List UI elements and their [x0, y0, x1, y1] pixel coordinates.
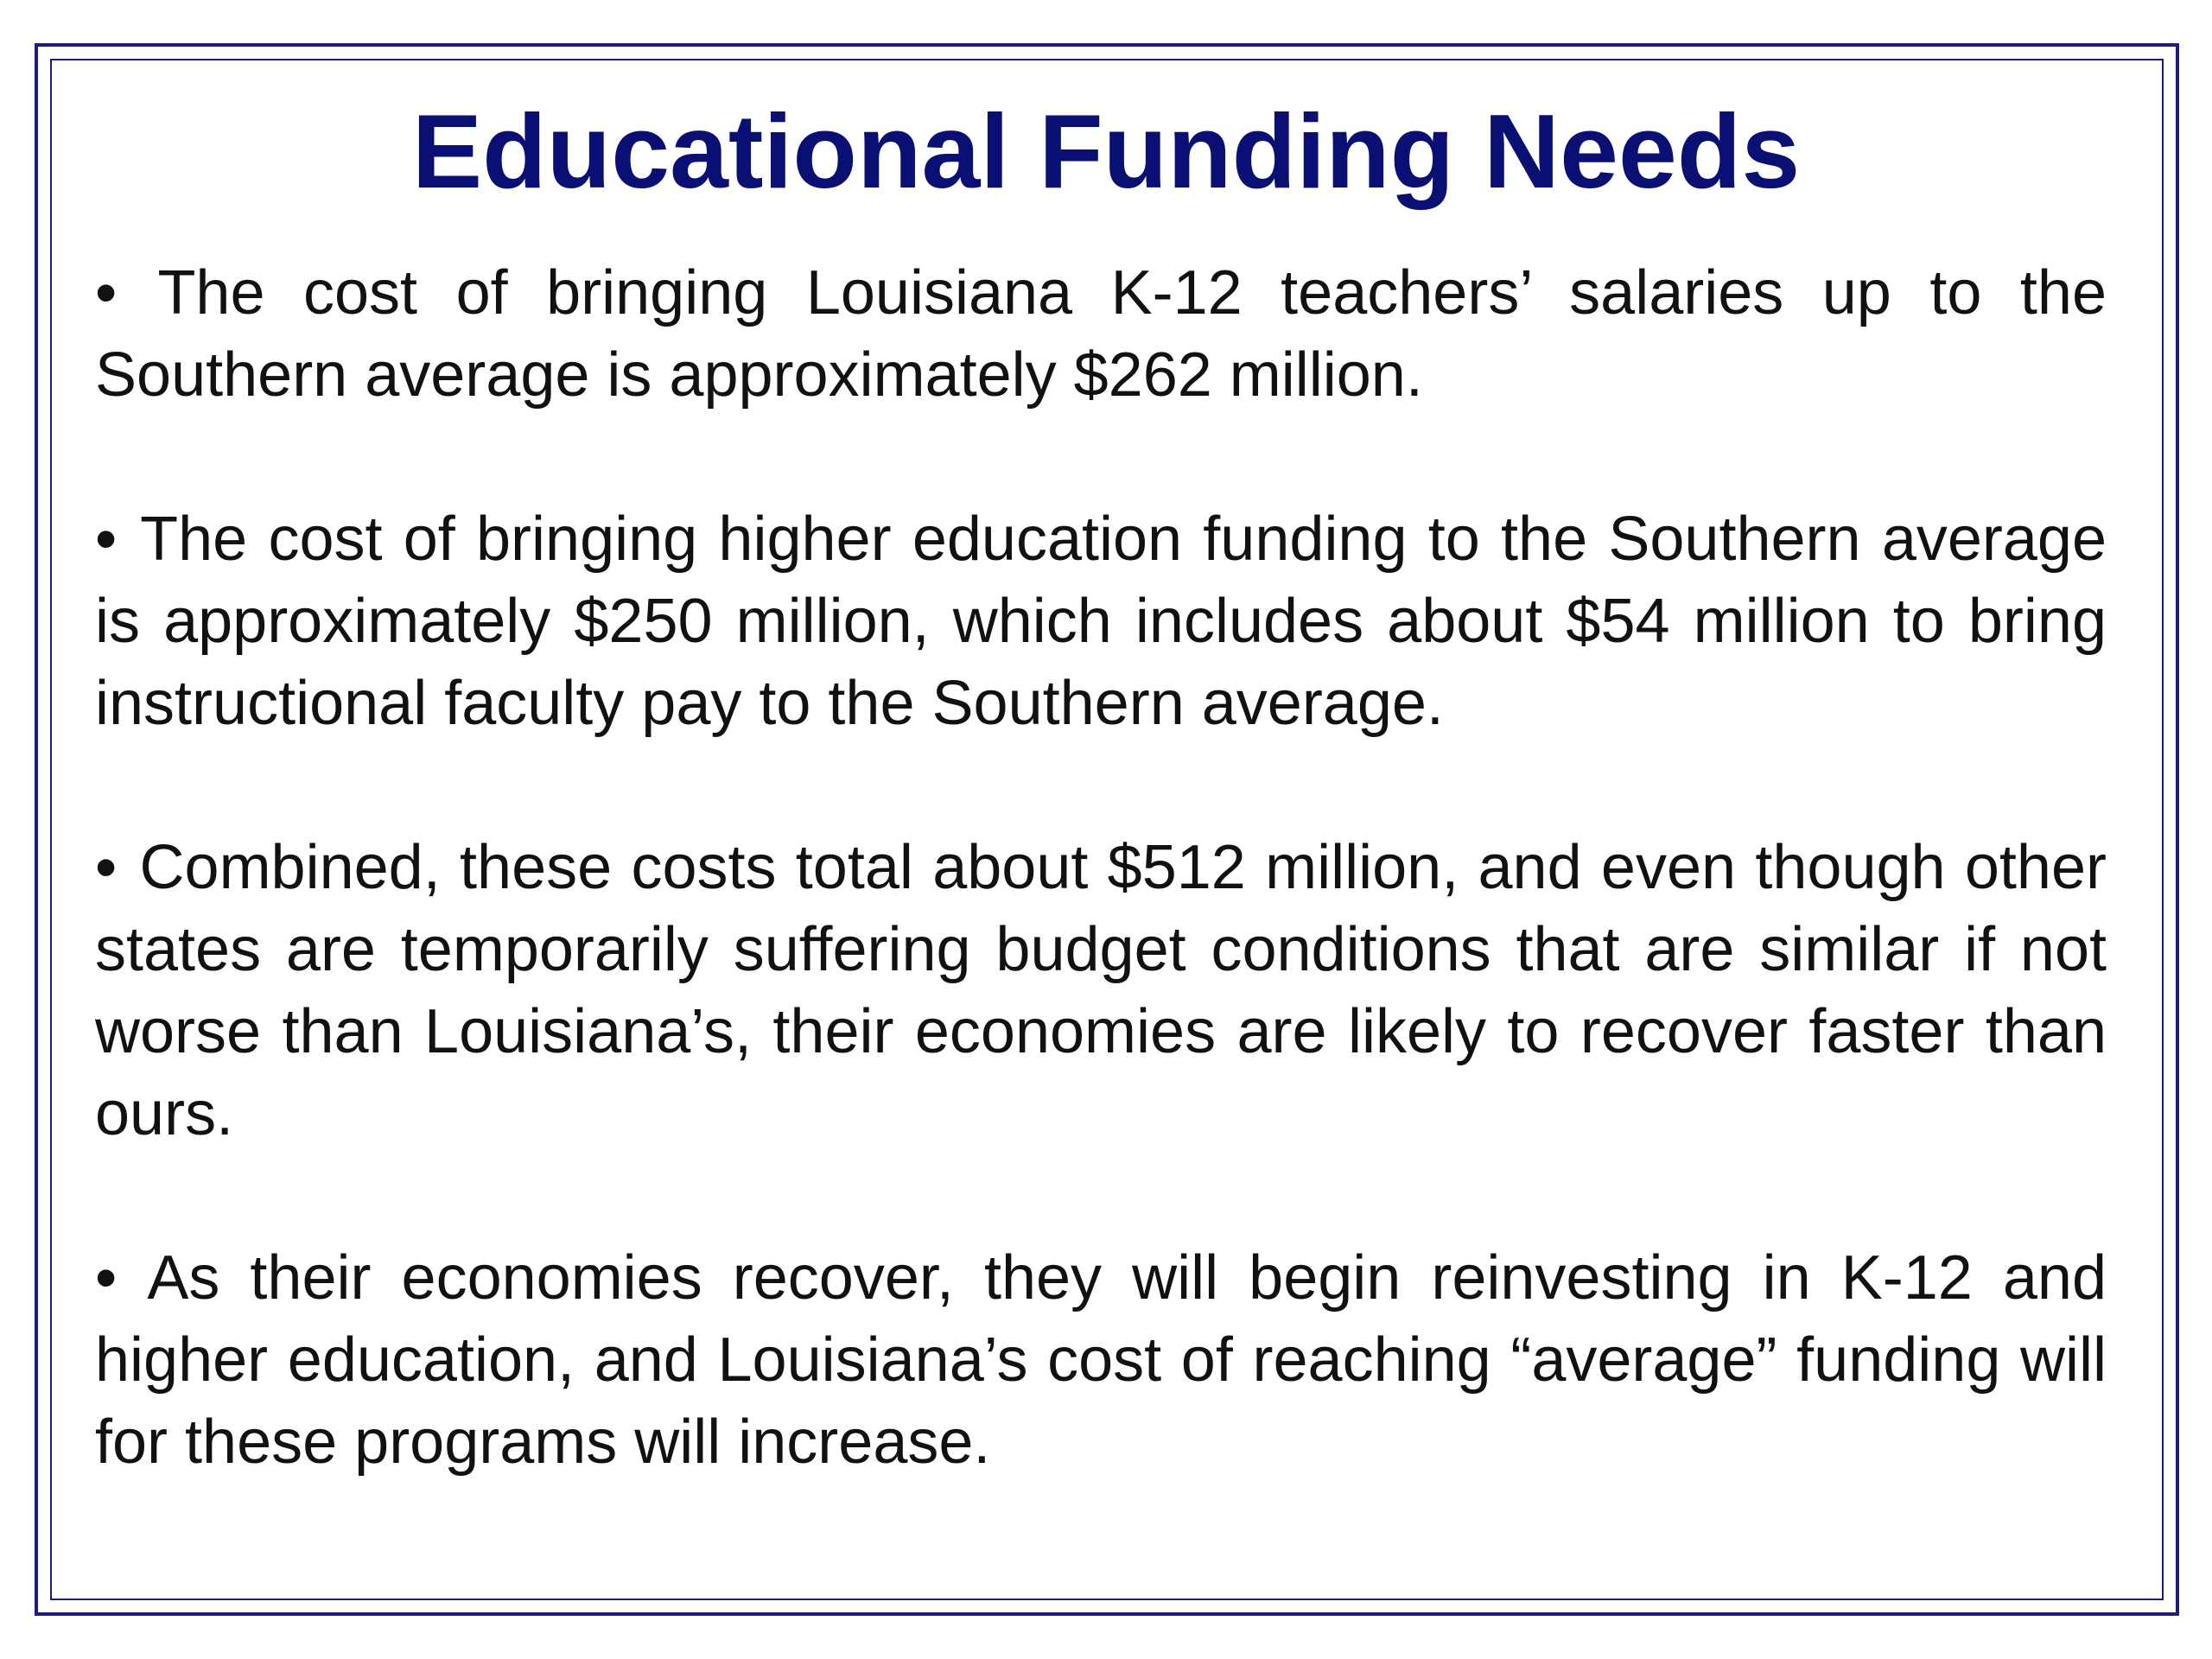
bullet-item-teacher-salaries	[95, 252, 2107, 416]
bullet-item-reinvesting	[95, 1237, 2107, 1484]
bullet-text: The cost of bringing higher education funding to the Southern average is approximately $250 million, which includes about $54 million to bring instructional faculty pay to the Southern average.	[95, 505, 2107, 738]
bullet-list	[95, 252, 2107, 1566]
bullet-item-combined-costs	[95, 827, 2107, 1155]
bullet-icon: •	[95, 833, 118, 902]
bullet-text: As their economies recover, they will begin reinvesting in K-12 and higher education, and Louisiana’s cost of reaching “average” funding will for these programs will increase.	[95, 1243, 2107, 1477]
slide-title: Educational Funding Needs	[411, 92, 1801, 210]
bullet-item-higher-education	[95, 499, 2107, 745]
bullet-icon: •	[95, 505, 118, 574]
bullet-icon: •	[95, 1243, 118, 1313]
bullet-text: The cost of bringing Louisiana K-12 teachers’ salaries up to the Southern average is approximately $262 million.	[95, 258, 2107, 410]
bullet-text: Combined, these costs total about $512 million, and even though other states are temporarily suffering budget conditions that are similar if not worse than Louisiana’s, their economies are likely to recover faster than ours.	[95, 833, 2107, 1148]
bullet-icon: •	[95, 258, 118, 327]
